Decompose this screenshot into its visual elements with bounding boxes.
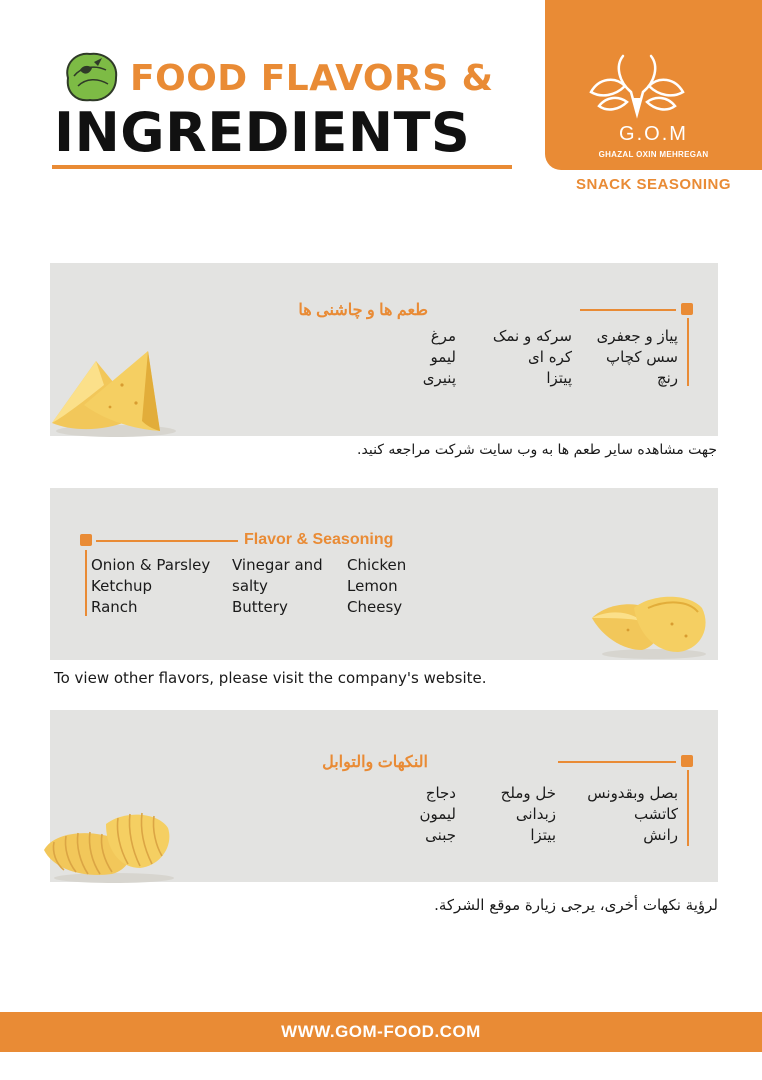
english-heading: Flavor & Seasoning — [244, 531, 394, 548]
flavor-item: سس کچاپ — [606, 348, 678, 366]
arabic-heading: النكهات والتوابل — [322, 754, 428, 771]
flavor-item: رنچ — [656, 369, 678, 387]
flavor-item: Chicken — [347, 556, 407, 574]
english-column-2 — [232, 555, 323, 618]
flavor-item: پنیری — [422, 369, 456, 387]
persian-column-2 — [493, 326, 572, 389]
persian-list-line — [687, 318, 689, 386]
brand-name: G.O.M — [619, 123, 688, 145]
arabic-column-2 — [501, 783, 556, 846]
flavor-item: کره ای — [528, 348, 572, 366]
english-website-note: To view other flavors, please visit the company's website. — [54, 669, 487, 687]
flavor-item: Ketchup — [91, 577, 152, 595]
flavor-item: Vinegar and — [232, 556, 323, 574]
flavor-item: خل وملح — [500, 784, 556, 802]
triangle-chips-image — [44, 345, 184, 440]
flavor-item: بصل وبقدونس — [587, 784, 678, 802]
flavor-item: پیاز و جعفری — [596, 327, 678, 345]
english-column-3 — [347, 555, 406, 618]
title-line-1: FOOD FLAVORS & — [130, 58, 494, 99]
english-list-line — [85, 550, 87, 616]
gazelle-emblem-icon — [585, 52, 689, 122]
persian-heading: طعم ها و چاشنی ها — [298, 302, 428, 319]
potato-chips-image — [588, 588, 714, 662]
flavor-item: Cheesy — [347, 598, 403, 616]
flavor-item: Onion & Parsley — [91, 556, 211, 574]
flavor-item: زبدانی — [515, 805, 556, 823]
arabic-column-1 — [587, 783, 678, 846]
leaf-icon — [60, 48, 122, 104]
flavor-item: بيتزا — [530, 826, 556, 844]
flavor-item: دجاج — [425, 784, 456, 802]
english-heading-marker — [80, 534, 92, 546]
persian-website-note: جهت مشاهده سایر طعم ها به وب سایت شرکت مراجعه کنید. — [357, 442, 717, 458]
flavor-item: Ranch — [91, 598, 138, 616]
flavor-item: پیتزا — [546, 369, 572, 387]
persian-heading-line — [580, 309, 676, 311]
brand-tagline: SNACK SEASONING — [575, 176, 732, 193]
english-column-1 — [91, 555, 210, 618]
flavor-item: جبنی — [425, 826, 456, 844]
title-line-2: INGREDIENTS — [54, 101, 471, 164]
flavor-item: كاتشب — [634, 805, 678, 823]
english-heading-line — [96, 540, 238, 542]
flavor-item: Buttery — [232, 598, 288, 616]
title-underline — [52, 165, 512, 169]
flavor-item: Lemon — [347, 577, 398, 595]
arabic-column-3 — [419, 783, 456, 846]
flavor-item: salty — [232, 577, 268, 595]
arabic-heading-line — [558, 761, 676, 763]
brand-full-name: GHAZAL OXIN MEHREGAN — [598, 150, 709, 159]
arabic-heading-marker — [681, 755, 693, 767]
persian-heading-marker — [681, 303, 693, 315]
flavor-item: ليمون — [419, 805, 456, 823]
arabic-list-line — [687, 770, 689, 846]
flavor-item: سرکه و نمک — [492, 327, 572, 345]
persian-column-1 — [597, 326, 678, 389]
flavor-item: لیمو — [430, 348, 456, 366]
arabic-website-note: لرؤية نكهات أخرى، يرجى زيارة موقع الشركة. — [434, 896, 718, 914]
flavor-item: مرغ — [430, 327, 456, 345]
persian-column-3 — [423, 326, 456, 389]
footer-website-link[interactable]: WWW.GOM-FOOD.COM — [281, 1022, 481, 1041]
ridged-chips-image — [40, 810, 176, 886]
flavor-item: رانش — [643, 826, 678, 844]
